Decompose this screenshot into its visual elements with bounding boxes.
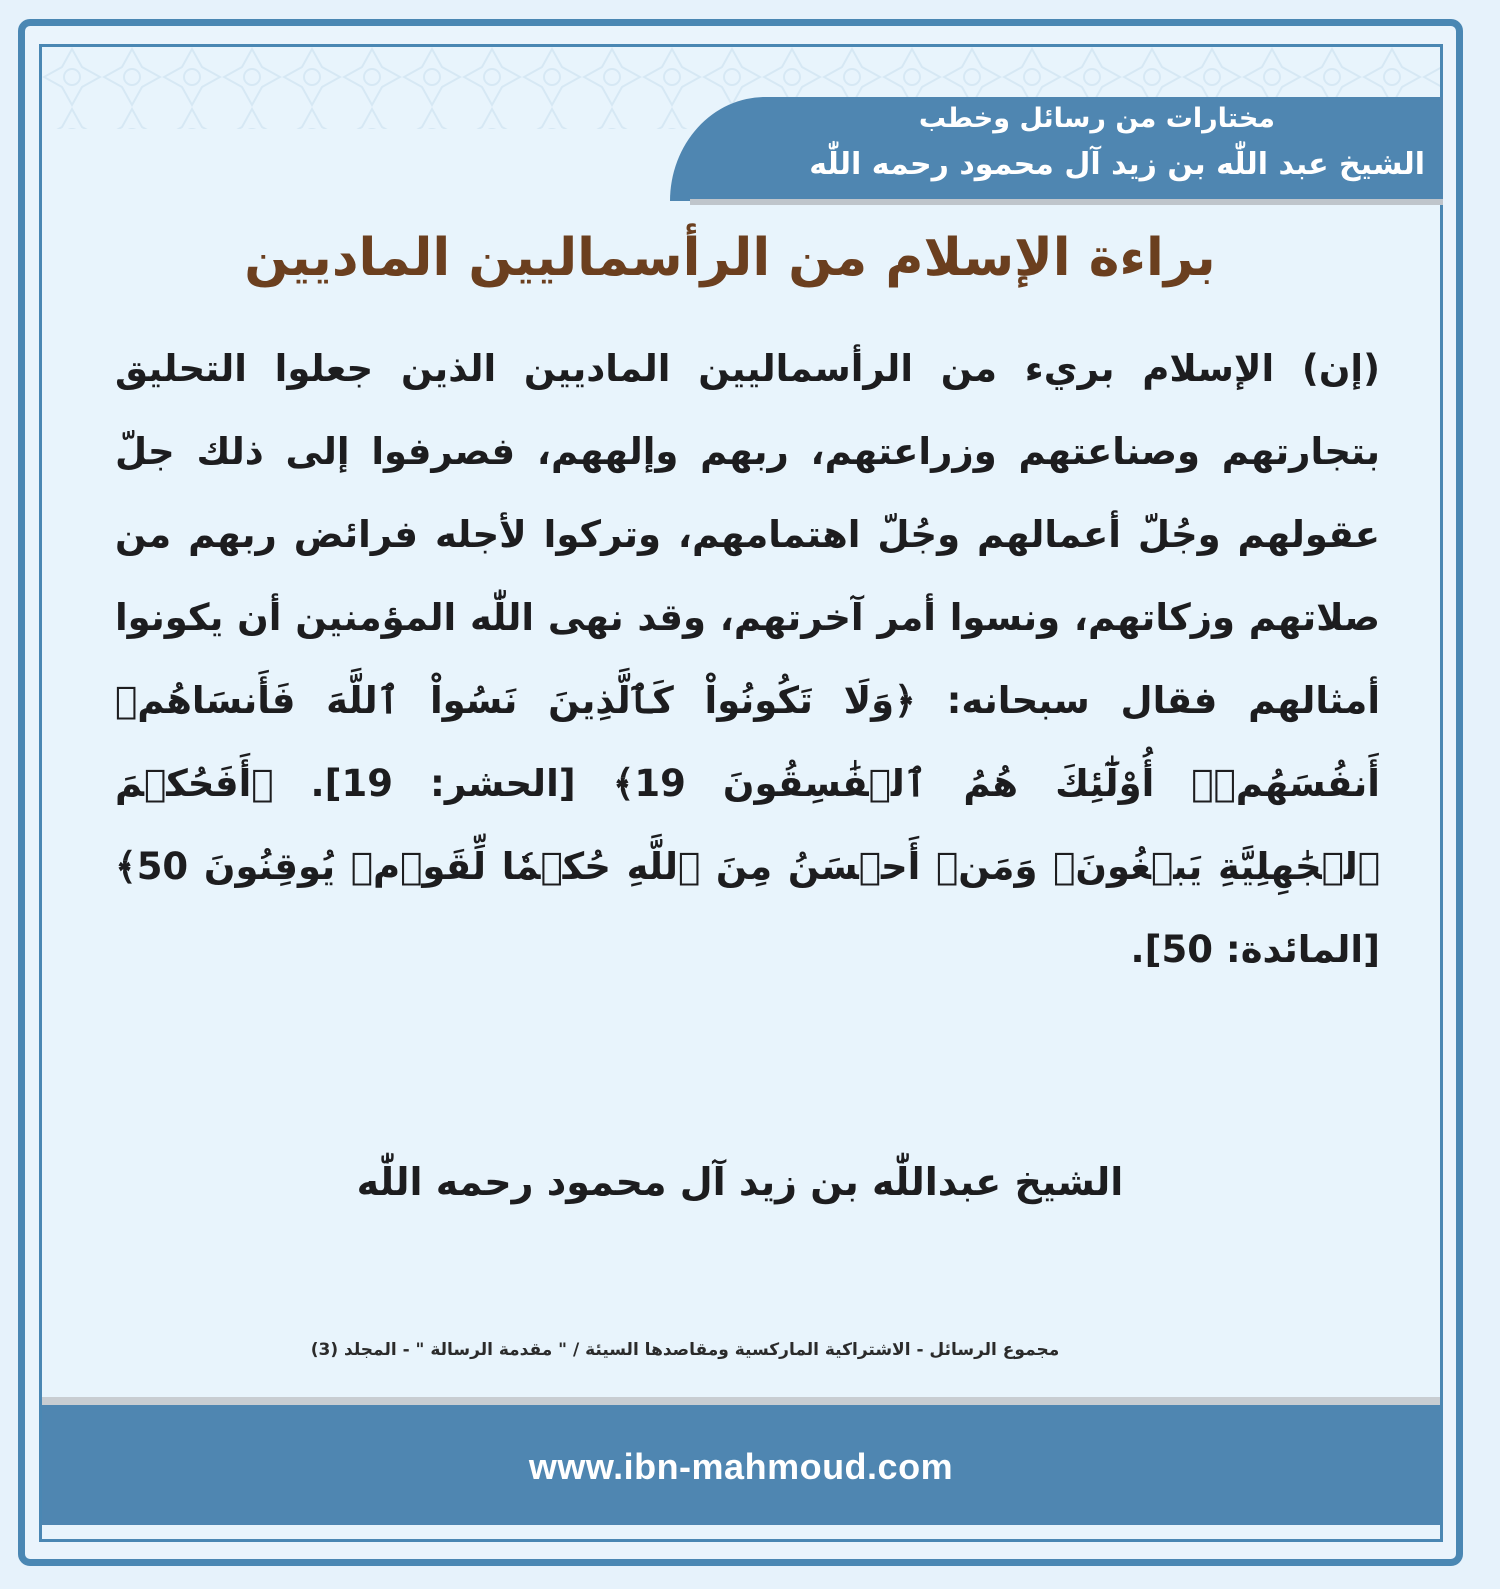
website-link[interactable]: www.ibn-mahmoud.com <box>528 1446 954 1487</box>
source-reference: مجموع الرسائل - الاشتراكية الماركسية ومقاصدها السيئة / " مقدمة الرسالة " - المجلد (3) <box>310 1340 1060 1360</box>
article-title: براءة الإسلام من الرأسماليين الماديين <box>244 228 1216 288</box>
header-tab-shadow <box>690 199 1443 205</box>
header-series-title: مختارات من رسائل وخطب <box>918 103 1275 134</box>
article-body: (إن) الإسلام بريء من الرأسماليين الماديين الذين جعلوا التحليق بتجارتهم وصناعتهم وزراعتهم، ربهم وإلههم، فصرفوا إلى ذلك جلّ عقولهم وجُلّ أعمالهم وجُلّ اهتمامهم، وتركوا لأجله فرائض ربهم من صلاتهم وزكاتهم، ونسوا أمر آخرتهم، وقد نهى اللّٰه المؤمنين أن يكونوا أمثالهم فقال سبحانه: ﴿وَلَا تَكُونُواْ كَٱلَّذِينَ نَسُواْ ٱللَّهَ فَأَنسَاهُمۡ أَنفُسَهُمۡۚ أُوْلَٰٓئِكَ هُمُ ٱلۡفَٰسِقُونَ 19﴾ [الحشر: 19]. ﴿أَفَحُكۡمَ ٱلۡجَٰهِلِيَّةِ يَبۡغُونَۚ وَمَنۡ أَحۡسَنُ مِنَ ٱللَّهِ حُكۡمٗا لِّقَوۡمٖ يُوقِنُونَ 50﴾ [المائدة: 50]. <box>115 347 1380 971</box>
header-author-name: الشيخ عبد اللّٰه بن زيد آل محمود رحمه اللّٰه <box>809 147 1425 182</box>
author-signature: الشيخ عبداللّٰه بن زيد آل محمود رحمه اللّٰه <box>356 1160 1124 1204</box>
footer-shadow <box>42 1397 1440 1405</box>
